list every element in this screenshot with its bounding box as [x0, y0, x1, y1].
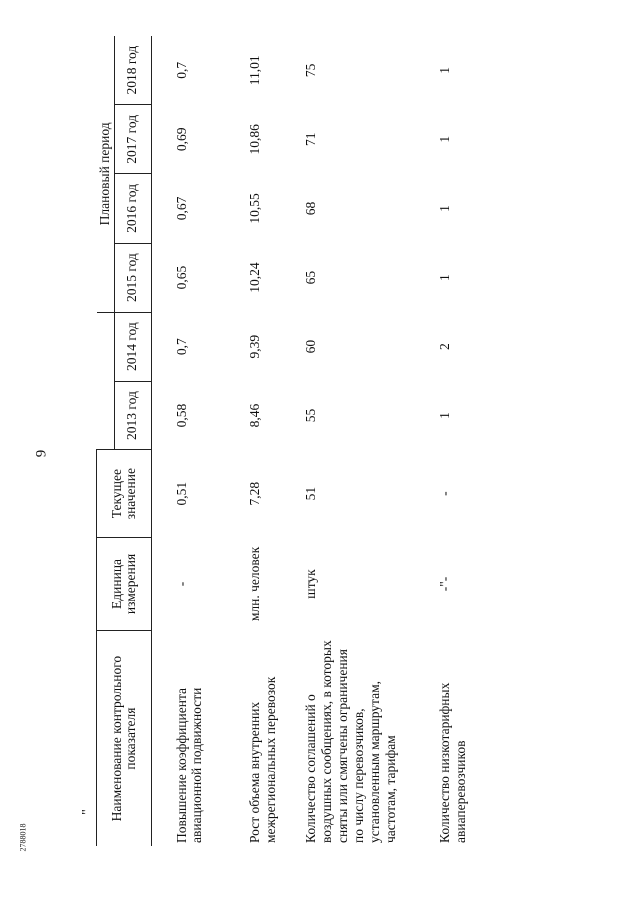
indicator-value: 0,67	[173, 196, 189, 221]
indicators-table	[96, 36, 479, 846]
indicator-value: 60	[303, 339, 318, 354]
page-number: 9	[33, 449, 50, 458]
table-row	[285, 36, 419, 846]
indicator-value: 0,69	[173, 127, 189, 152]
table-row	[419, 36, 479, 846]
indicator-value: 68	[303, 201, 318, 216]
indicator-unit: -"-	[437, 576, 452, 592]
indicator-value: 0,7	[173, 61, 189, 79]
header-blank-cell	[97, 312, 115, 450]
indicator-name: Количество низкотарифных авиаперевозчиков	[437, 682, 468, 843]
header-year: 2018 год	[114, 36, 151, 105]
indicator-unit: штук	[303, 569, 318, 599]
header-year: 2013 год	[114, 381, 151, 450]
indicator-value: 0,65	[173, 265, 189, 290]
indicator-value: 0,7	[173, 338, 189, 356]
indicator-current: 51	[303, 486, 318, 501]
indicator-value: 71	[303, 132, 318, 147]
indicator-value: 1	[437, 66, 452, 74]
header-year: 2015 год	[114, 243, 151, 312]
indicator-value: 1	[437, 205, 452, 212]
indicator-value: 10,86	[247, 124, 262, 155]
indicator-unit: млн. человек	[247, 546, 262, 622]
indicator-current: -	[437, 491, 452, 496]
header-current-value: Текущее значение	[97, 450, 152, 537]
header-year: 2017 год	[114, 105, 151, 174]
header-planned-period: Плановый период	[97, 36, 115, 312]
header-year: 2016 год	[114, 174, 151, 243]
indicator-value: 75	[303, 63, 318, 78]
table-row	[151, 36, 229, 846]
indicator-value: 1	[437, 274, 452, 281]
indicator-name: Повышение коэффициента авиационной подвижности	[173, 687, 205, 843]
indicator-value: 1	[437, 412, 452, 419]
indicator-value: 8,46	[247, 403, 262, 428]
indicator-current: 0,51	[173, 481, 189, 506]
indicator-name: Рост объема внутренних межрегиональных перевозок	[247, 676, 278, 843]
indicator-value: 2	[437, 343, 452, 351]
opening-quote: "	[79, 809, 95, 815]
indicator-value: 11,01	[247, 55, 262, 86]
indicator-name: Количество соглашений о воздушных сообщениях, в которых сняты или смягчены ограничения по числу перевозчиков, установленным маршрутам, частотам, тарифам	[303, 640, 398, 843]
header-unit: Единица измерения	[97, 537, 152, 630]
indicator-value: 1	[437, 135, 452, 143]
indicators-table-rotated	[96, 36, 570, 846]
document-code: 2788018	[18, 823, 28, 852]
indicator-value: 9,39	[247, 334, 262, 359]
indicator-value: 0,58	[173, 403, 189, 428]
indicator-value: 55	[303, 408, 318, 423]
header-indicator-name: Наименование контрольного показателя	[97, 631, 152, 846]
indicator-value: 10,55	[247, 193, 262, 224]
table-row	[229, 36, 285, 846]
indicator-current: 7,28	[247, 481, 262, 506]
indicator-value: 65	[303, 270, 318, 285]
header-year: 2014 год	[114, 312, 151, 381]
indicator-value: 10,24	[247, 262, 262, 293]
indicator-unit: -	[173, 581, 189, 587]
